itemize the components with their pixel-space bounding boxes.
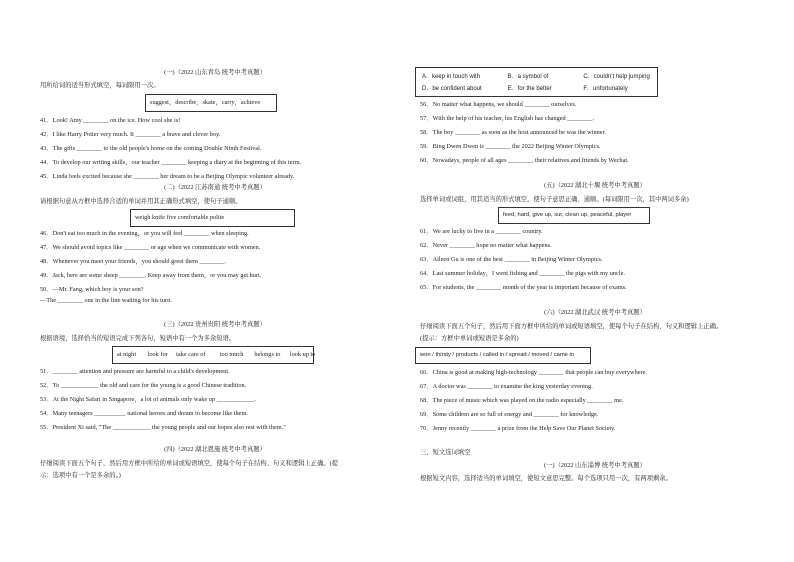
question-66: 66．China is good at making high-technology ________ that people can buy everywhere. xyxy=(420,369,647,376)
phrase-option: at night xyxy=(117,351,137,358)
section-heading: (五)（2022 湖北十堰 统考中考真题） xyxy=(544,182,646,189)
question-43: 43．The gifts ________ to the old people's home on the coming Double Ninth Festival. xyxy=(40,145,262,152)
phrase-option: take care of xyxy=(176,351,206,358)
question-47: 47．We should avoid topics like ________ or age when we communicate with women. xyxy=(40,244,261,251)
option-e: E．for the better xyxy=(507,86,552,92)
question-62: 62．Never ________ hope no matter what happens. xyxy=(420,242,552,249)
question-65: 65．For students, the ________ month of the year is important because of exams. xyxy=(420,284,627,291)
option-d: D．be confident about xyxy=(422,86,482,92)
question-52: 52．To ____________ the old and care for the young is a good Chinese tradition. xyxy=(40,382,247,389)
word-box: won / thirsty / products / called in / spread / moved / came in xyxy=(415,347,591,364)
section-instruction: 请根据句意从方框中选择合适的单词并用其正确形式填空，使句子通顺。 xyxy=(40,198,242,205)
phrase-option: look up to xyxy=(289,351,316,358)
section-hint: (提示：方框中单词或短语是多余的) xyxy=(420,335,519,342)
option-f: F．unfortunately xyxy=(583,86,628,92)
section-instruction: 用所给词的适当形式填空，每词限用一次。 xyxy=(40,82,160,89)
right-column xyxy=(410,0,780,562)
question-69: 69．Some children are so full of energy and ________ for knowledge. xyxy=(420,411,599,418)
left-column xyxy=(30,0,400,562)
section-heading: (四)（2022 湖北恩施 统考中考真题） xyxy=(164,446,266,453)
phrase-box xyxy=(112,346,314,364)
section-title: 三、短文选词填空 xyxy=(420,449,471,456)
question-53: 53．At the Night Safari in Singapore，a lot of animals only wake up ____________. xyxy=(40,396,256,403)
question-57: 57．With the help of his teacher, his English has changed ________. xyxy=(420,115,595,122)
word-box: suggest，describe，skate，carry，achieve xyxy=(145,94,277,112)
question-70: 70．Jenny recently ________ a prize from the Help Save Our Planet Society. xyxy=(420,425,616,432)
question-50: 50．—Mr. Fang, which boy is your son? xyxy=(40,286,144,293)
question-61: 61．We are lucky to live in a ________ country. xyxy=(420,228,543,235)
section-heading: (三)（2022 贵州贵阳 统考中考真题） xyxy=(164,321,266,328)
word-box: weigh knife five comfortable polite xyxy=(130,209,295,227)
section-instruction: 根据短文内容，选择适当的单词填空，使短文意思完整。每个选项只用一次，有两项剩余。 xyxy=(420,475,672,482)
question-59: 59．Bing Dwen Dwen is ________ the 2022 Beijing Winter Olympics. xyxy=(420,143,601,150)
option-box xyxy=(415,67,658,97)
section-instruction: 仔细阅读下面五个句子，然后用方框中所给的单词或短语填空，使每个句子在结构、句义和逻辑上正确。(提 xyxy=(40,460,339,467)
question-44: 44．To develop our writing skills，our teacher ________ keeping a diary at the beginning of this term. xyxy=(40,159,302,166)
phrase-option: look for xyxy=(147,351,168,358)
question-51: 51．________ attention and pressure are harmful to a child's development. xyxy=(40,368,230,375)
section-instruction: 根据语境，选择恰当的短语完成下列各句，短语中有一个为多余短语。 xyxy=(40,335,236,342)
section-instruction-cont: 示：选项中有一个是多余的。) xyxy=(40,472,121,479)
section-heading: (二)（2022 江苏南通 统考中考真题） xyxy=(164,184,266,191)
question-42: 42．I like Harry Potter very much. It ________ a brave and clever boy. xyxy=(40,131,221,138)
option-row xyxy=(422,83,651,95)
question-48: 48．Whenever you meet your friends，you should greet them ________. xyxy=(40,258,227,265)
section-heading: (六)（2022 湖北武汉 统考中考真题） xyxy=(544,309,646,316)
question-49: 49．Jack, here are some sheep ________. Keep away from them，or you may get hurt. xyxy=(40,272,262,279)
option-row xyxy=(422,71,651,83)
question-63: 63．Aileen Gu is one of the best ________ in Beijing Winter Olympics. xyxy=(420,256,603,263)
section-heading: (一)（2022 山东青岛 统考中考真题） xyxy=(164,69,266,76)
question-68: 68．The piece of music which was played on the radio especially ________ me. xyxy=(420,397,624,404)
question-55: 55．President Xi said, "The ____________ the young people and our hopes also rest with them." xyxy=(40,424,286,431)
question-50-reply: —The ________ one in the line waiting for his turn. xyxy=(40,297,172,304)
phrase-option: belongs to xyxy=(254,351,281,358)
question-60: 60．Nowadays, people of all ages ________ their relatives and friends by Wechat. xyxy=(420,157,629,164)
question-56: 56．No matter what happens, we should ________ ourselves. xyxy=(420,101,577,108)
section-heading: (一)（2022 山东淄博 统考中考真题） xyxy=(544,462,646,469)
question-46: 46．Don't eat too much in the evening，or you will feel ________ when sleeping. xyxy=(40,230,249,237)
section-instruction: 仔细阅读下面五个句子，然后用下面方框中所给的单词或短语填空，使每个句子在结构、句义和逻辑上正确。 xyxy=(420,323,723,330)
section-instruction: 选择单词或词组，用其适当的形式填空，使句子意思正确、通顺。(每词限用一次，其中两词多余) xyxy=(420,196,689,203)
option-c: C．couldn't help jumping xyxy=(583,74,650,80)
phrase-option: too much xyxy=(219,351,244,358)
option-b: B．a symbol of xyxy=(507,74,549,80)
question-45: 45．Linda feels excited because she ________ her dream to be a Beijing Olympic volunteer already. xyxy=(40,173,295,180)
word-box: feed, hard, give up, sur, clean up, peaceful, player xyxy=(498,207,650,224)
question-58: 58．The boy ________ as soon as the host announced he was the winner. xyxy=(420,129,606,136)
option-a: A．keep in touch with xyxy=(422,74,481,80)
question-41: 41．Look! Amy ________ on the ice. How cool she is! xyxy=(40,117,181,124)
question-54: 54．Many teenagers __________ national heroes and dream to become like them. xyxy=(40,410,248,417)
question-64: 64．Last summer holiday，I went fishing and ________ the pigs with my uncle. xyxy=(420,270,625,277)
question-67: 67．A doctor was ________ to examine the king yesterday evening. xyxy=(420,383,593,390)
